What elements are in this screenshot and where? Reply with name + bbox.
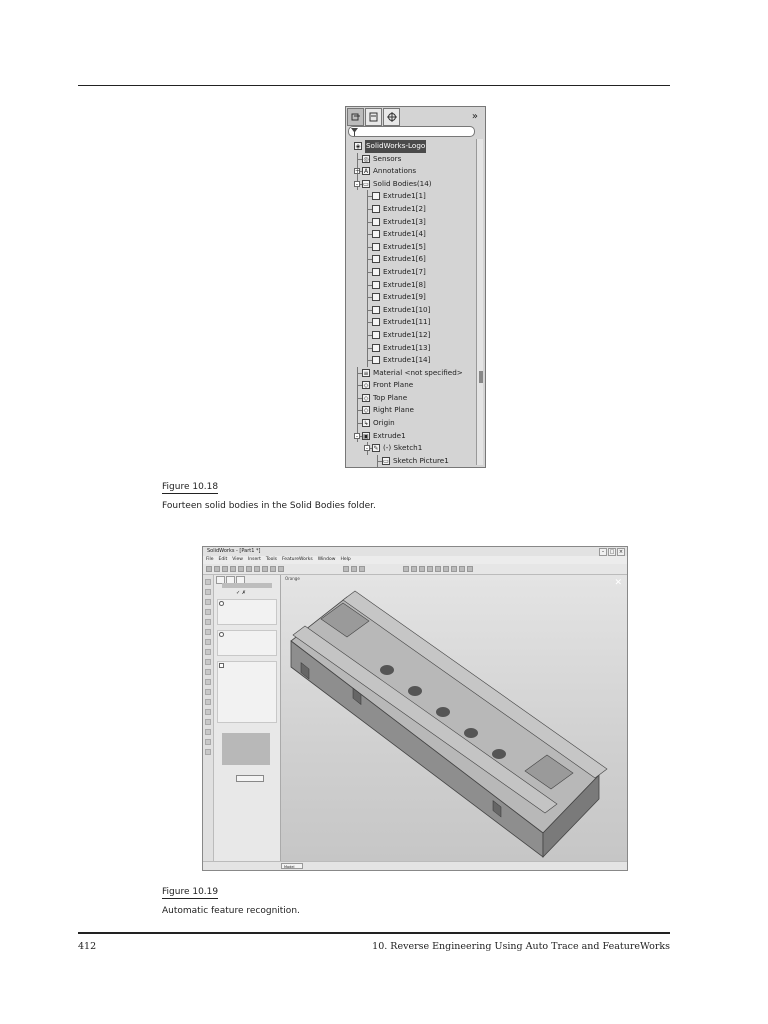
task-strip-button[interactable] xyxy=(205,579,211,585)
tree-connector xyxy=(367,279,368,292)
task-strip-button[interactable] xyxy=(205,659,211,665)
task-strip-button[interactable] xyxy=(205,679,211,685)
body-icon xyxy=(372,205,380,213)
tree-item[interactable] xyxy=(348,430,476,443)
tree-expander-icon[interactable]: - xyxy=(365,445,369,453)
toolbar-button[interactable] xyxy=(427,566,433,572)
tree-item[interactable] xyxy=(348,203,476,216)
menu-window[interactable]: Window xyxy=(317,557,336,562)
tree-connector xyxy=(357,379,358,392)
material-icon: ≡ xyxy=(363,369,369,377)
tree-item-label: SolidWorks-Logo xyxy=(365,140,426,153)
tree-item-label: Extrude1[3] xyxy=(383,216,426,226)
task-strip xyxy=(203,575,214,862)
menu-featureworks[interactable]: FeatureWorks xyxy=(281,557,313,562)
extrude-icon: ▣ xyxy=(363,432,369,440)
tree-item[interactable] xyxy=(348,165,476,178)
part-hole-3 xyxy=(436,707,450,717)
tree-item-label: Extrude1[9] xyxy=(383,292,426,302)
maximize-button[interactable]: □ xyxy=(609,549,615,555)
tree-item-label: Front Plane xyxy=(373,380,414,390)
body-icon xyxy=(372,356,380,364)
toolbar-button[interactable] xyxy=(451,566,457,572)
figure-10-18-label: Figure 10.18 xyxy=(162,482,219,492)
task-strip-button[interactable] xyxy=(205,719,211,725)
toolbar-button[interactable] xyxy=(351,566,357,572)
tree-item[interactable] xyxy=(348,140,476,153)
tree-connector xyxy=(367,216,368,229)
toolbar-button[interactable] xyxy=(246,566,252,572)
task-strip-button[interactable] xyxy=(205,739,211,745)
plane-icon: ◇ xyxy=(363,382,369,390)
tree-item[interactable] xyxy=(348,455,476,468)
window-title: SolidWorks - [Part1 *] xyxy=(207,548,261,554)
body-icon xyxy=(372,306,380,314)
task-strip-button[interactable] xyxy=(205,629,211,635)
tree-expander-icon[interactable]: - xyxy=(355,180,359,188)
toolbar-button[interactable] xyxy=(419,566,425,572)
funnel-icon xyxy=(351,128,358,136)
pm-recognize-button[interactable] xyxy=(236,775,264,782)
tree-item[interactable] xyxy=(348,241,476,254)
close-button[interactable]: × xyxy=(618,549,624,555)
task-strip-button[interactable] xyxy=(205,749,211,755)
sensor-icon: ◎ xyxy=(363,155,369,163)
toolbar-button[interactable] xyxy=(222,566,228,572)
tree-item-label: Extrude1[8] xyxy=(383,279,426,289)
bottom-rule xyxy=(78,932,670,934)
configuration-manager-icon xyxy=(387,112,397,122)
tree-item[interactable] xyxy=(348,342,476,355)
toolbar-button[interactable] xyxy=(343,566,349,572)
menu-bar xyxy=(203,556,627,564)
feature-tree xyxy=(348,140,476,467)
tree-item-label: Extrude1 xyxy=(373,430,406,440)
part-hole-5 xyxy=(492,749,506,759)
scrollbar-grip[interactable] xyxy=(479,371,483,383)
figure-10-18-caption: Fourteen solid bodies in the Solid Bodies folder. xyxy=(162,501,376,511)
toolbar xyxy=(203,564,627,575)
body-icon xyxy=(372,281,380,289)
panel-tabs xyxy=(347,108,484,126)
tree-item-label: Extrude1[12] xyxy=(383,329,431,339)
part-icon: ◈ xyxy=(355,143,361,150)
tree-item-label: Extrude1[6] xyxy=(383,254,426,264)
tree-item-label: Extrude1[7] xyxy=(383,266,426,276)
toolbar-button[interactable] xyxy=(214,566,220,572)
tree-item-label: Sketch Picture1 xyxy=(393,455,449,465)
tree-item[interactable] xyxy=(348,253,476,266)
feature-manager-tab[interactable] xyxy=(347,108,364,126)
tree-item[interactable] xyxy=(348,367,476,380)
task-strip-button[interactable] xyxy=(205,639,211,645)
tree-item[interactable] xyxy=(348,178,476,191)
page-number: 412 xyxy=(78,941,97,952)
tree-item-label: Top Plane xyxy=(373,392,408,402)
tree-connector xyxy=(357,392,358,405)
featureworks-property-manager xyxy=(214,575,281,862)
toolbar-button[interactable] xyxy=(411,566,417,572)
property-manager-icon xyxy=(369,112,379,122)
task-strip-button[interactable] xyxy=(205,609,211,615)
tree-item[interactable] xyxy=(348,153,476,166)
tree-item[interactable] xyxy=(348,404,476,417)
tree-item[interactable] xyxy=(348,216,476,229)
toolbar-button[interactable] xyxy=(435,566,441,572)
tree-item[interactable] xyxy=(348,228,476,241)
tree-item-label: Solid Bodies(14) xyxy=(373,178,432,188)
picture-icon: ▭ xyxy=(383,457,389,465)
toolbar-button[interactable] xyxy=(206,566,212,572)
tree-connector xyxy=(367,253,368,266)
menu-insert[interactable]: Insert xyxy=(247,557,261,562)
tree-connector xyxy=(367,241,368,254)
plane-icon: ◇ xyxy=(363,407,369,415)
figure-10-19-label: Figure 10.19 xyxy=(162,887,219,897)
tree-connector xyxy=(357,367,358,380)
tree-item[interactable] xyxy=(348,392,476,405)
running-footer: 10. Reverse Engineering Using Auto Trace and FeatureWorks xyxy=(372,941,670,952)
tree-item-label: Right Plane xyxy=(373,405,414,415)
graphics-area[interactable] xyxy=(281,575,627,862)
tree-connector xyxy=(367,266,368,279)
toolbar-button[interactable] xyxy=(467,566,473,572)
tree-item[interactable] xyxy=(348,379,476,392)
tree-item-label: Extrude1[13] xyxy=(383,342,431,352)
solidworks-window xyxy=(202,546,628,871)
origin-icon: ↳ xyxy=(363,420,369,428)
body-icon xyxy=(372,318,380,326)
tree-connector xyxy=(367,190,368,203)
tree-expander-icon[interactable]: - xyxy=(355,432,359,440)
body-icon xyxy=(372,192,380,200)
tree-item[interactable] xyxy=(348,354,476,367)
tree-connector xyxy=(367,342,368,355)
tree-item[interactable] xyxy=(348,190,476,203)
status-bar xyxy=(203,861,627,870)
body-icon xyxy=(372,293,380,301)
pm-section-automatic-features xyxy=(217,661,277,723)
figure-10-19-caption: Automatic feature recognition. xyxy=(162,906,300,916)
pm-section-recognition-mode xyxy=(217,599,277,625)
feature-manager-icon xyxy=(351,112,361,122)
tree-connector xyxy=(367,228,368,241)
toolbar-button[interactable] xyxy=(254,566,260,572)
task-strip-button[interactable] xyxy=(205,649,211,655)
tree-connector xyxy=(357,417,358,430)
body-icon xyxy=(372,243,380,251)
body-icon xyxy=(372,331,380,339)
body-icon xyxy=(372,344,380,352)
part-hole-2 xyxy=(408,686,422,696)
toolbar-button[interactable] xyxy=(230,566,236,572)
tree-connector xyxy=(367,304,368,317)
body-icon xyxy=(372,255,380,263)
tree-item-label: Material <not specified> xyxy=(373,367,463,377)
tree-item-label: (-) Sketch1 xyxy=(383,443,423,453)
tree-item-label: Extrude1[2] xyxy=(383,203,426,213)
viewport-close-icon[interactable]: ✕ xyxy=(614,578,622,588)
folder-icon: ▭ xyxy=(363,180,369,188)
task-strip-button[interactable] xyxy=(205,699,211,705)
top-rule xyxy=(78,85,670,86)
menu-edit[interactable]: Edit xyxy=(218,557,228,562)
task-strip-button[interactable] xyxy=(205,599,211,605)
tree-item-label: Extrude1[11] xyxy=(383,317,431,327)
tree-filter-input[interactable] xyxy=(348,126,475,137)
expand-panel-button[interactable]: » xyxy=(471,111,478,122)
viewport-label: Orange xyxy=(285,576,300,581)
tree-item[interactable] xyxy=(348,304,476,317)
pm-title-bar xyxy=(222,583,272,588)
task-strip-button[interactable] xyxy=(205,589,211,595)
tree-item-label: Extrude1[5] xyxy=(383,241,426,251)
toolbar-button[interactable] xyxy=(443,566,449,572)
tree-item-label: Sensors xyxy=(373,153,402,163)
task-strip-button[interactable] xyxy=(205,709,211,715)
menu-file[interactable]: File xyxy=(206,557,214,562)
task-strip-button[interactable] xyxy=(205,729,211,735)
tree-connector xyxy=(367,316,368,329)
toolbar-button[interactable] xyxy=(278,566,284,572)
menu-view[interactable]: View xyxy=(232,557,243,562)
tree-item-label: Origin xyxy=(373,418,395,428)
feature-manager-panel xyxy=(345,106,486,468)
body-icon xyxy=(372,230,380,238)
task-strip-button[interactable] xyxy=(205,669,211,675)
part-hole-4 xyxy=(464,728,478,738)
task-strip-button[interactable] xyxy=(205,619,211,625)
tree-expander-icon[interactable]: + xyxy=(355,168,361,176)
tree-item[interactable] xyxy=(348,316,476,329)
window-controls xyxy=(598,548,625,556)
body-icon xyxy=(372,268,380,276)
tree-connector xyxy=(357,404,358,417)
toolbar-button[interactable] xyxy=(262,566,268,572)
minimize-button[interactable]: – xyxy=(599,548,607,556)
property-manager-tab[interactable] xyxy=(365,108,382,126)
body-icon xyxy=(372,218,380,226)
tree-item-label: Extrude1[1] xyxy=(383,191,426,201)
tree-connector xyxy=(367,329,368,342)
pm-section-feature-options xyxy=(217,630,277,656)
task-strip-button[interactable] xyxy=(205,689,211,695)
toolbar-button[interactable] xyxy=(459,566,465,572)
tree-item[interactable] xyxy=(348,291,476,304)
tree-item-label: Annotations xyxy=(373,166,417,176)
tree-item[interactable] xyxy=(348,279,476,292)
configuration-manager-tab[interactable] xyxy=(383,108,400,126)
tree-item-label: Extrude1[4] xyxy=(383,229,426,239)
part-model-3d xyxy=(281,575,627,862)
pm-ok-cancel[interactable]: ✓ ✗ xyxy=(236,590,246,596)
toolbar-button[interactable] xyxy=(359,566,365,572)
model-tab[interactable]: Model xyxy=(281,863,303,869)
tree-scrollbar[interactable] xyxy=(476,139,483,465)
toolbar-button[interactable] xyxy=(403,566,409,572)
pm-preview-box xyxy=(222,733,270,765)
tree-item[interactable] xyxy=(348,417,476,430)
tree-connector xyxy=(377,455,378,468)
tree-item[interactable] xyxy=(348,329,476,342)
plane-icon: ◇ xyxy=(363,394,369,402)
toolbar-button[interactable] xyxy=(238,566,244,572)
window-title-bar xyxy=(203,547,627,556)
part-hole-1 xyxy=(380,665,394,675)
tree-connector xyxy=(367,354,368,367)
tree-connector xyxy=(367,291,368,304)
tree-item-label: Extrude1[14] xyxy=(383,355,431,365)
tree-connector xyxy=(357,153,358,166)
tree-item-label: Extrude1[10] xyxy=(383,304,431,314)
toolbar-button[interactable] xyxy=(270,566,276,572)
tree-item[interactable] xyxy=(348,266,476,279)
tree-item[interactable] xyxy=(348,442,476,455)
sketch-icon: ✎ xyxy=(373,445,379,453)
menu-tools[interactable]: Tools xyxy=(265,557,277,562)
menu-help[interactable]: Help xyxy=(340,557,351,562)
annotation-icon: A xyxy=(363,168,369,176)
tree-connector xyxy=(367,203,368,216)
